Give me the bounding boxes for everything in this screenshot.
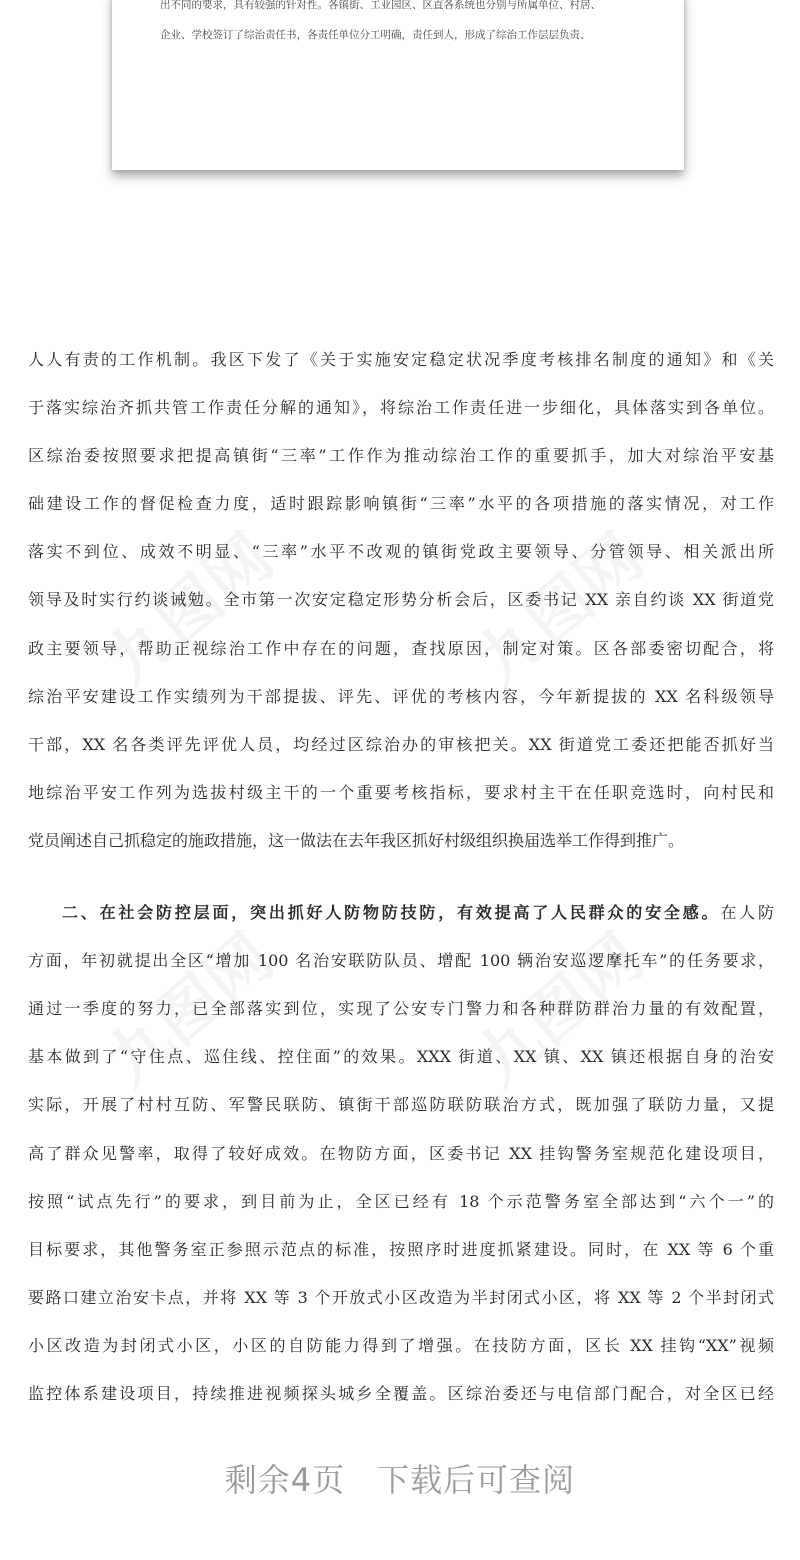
- paragraph-line: 落实不到位、成效不明显、“三率”水平不改观的镇街党政主要领导、分管领导、相关派出所: [28, 542, 774, 562]
- paragraph-line: 高了群众见警率，取得了较好成效。在物防方面，区委书记 XX 挂钩警务室规范化建设项目，: [28, 1143, 774, 1163]
- section-heading-line: [28, 889, 774, 937]
- paragraph-line: 干部，XX 名各类评先评优人员，均经过区综治办的审核把关。XX 街道党工委还把能否抓好当: [28, 734, 774, 754]
- paragraph-line: 领导及时实行约谈诫勉。全市第一次安定稳定形势分析会后，区委书记 XX 亲自约谈 XX 街道党: [28, 590, 774, 610]
- paragraph-line: 综治平安建设工作实绩列为干部提拔、评先、评优的考核内容，今年新提拔的 XX 名科级领导: [28, 686, 774, 706]
- paragraph-line: 基本做到了“守住点、巡住线、控住面”的效果。XXX 街道、XX 镇、XX 镇还根据自身的治安: [28, 1047, 774, 1067]
- preview-card-line: 出不同的要求，具有较强的针对性。各镇街、工业园区、区直各系统也分别与所属单位、村居、: [160, 0, 601, 11]
- heading-tail-text: 在人防: [720, 903, 774, 923]
- paragraph-line: 区综治委按照要求把提高镇街“三率”工作作为推动综治工作的重要抓手，加大对综治平安基: [28, 446, 774, 466]
- paragraph-line: 于落实综治齐抓共管工作责任分解的通知》，将综治工作责任进一步细化，具体落实到各单位。: [28, 398, 774, 418]
- paragraph-line: 小区改造为封闭式小区，小区的自防能力得到了增强。在技防方面，区长 XX 挂钩“XX”视频: [28, 1335, 774, 1355]
- preview-card-line: 企业、学校签订了综治责任书，各责任单位分工明确，责任到人，形成了综治工作层层负责、: [160, 29, 591, 41]
- paragraph-line: 人人有责的工作机制。我区下发了《关于实施安定稳定状况季度考核排名制度的通知》和《关: [28, 350, 774, 369]
- document-body: [28, 336, 774, 1418]
- remaining-pages-label: 剩余4页: [224, 1461, 346, 1499]
- paragraph-line: 政主要领导，帮助正视综治工作中存在的问题，查找原因，制定对策。区各部委密切配合，将: [28, 638, 774, 658]
- paragraph-line: 监控体系建设项目，持续推进视频探头城乡全覆盖。区综治委还与电信部门配合，对全区已经: [28, 1383, 774, 1403]
- preview-card-text: [160, 0, 650, 50]
- paragraph-line: 通过一季度的努力，已全部落实到位，实现了公安专门警力和各种群防群治力量的有效配置，: [28, 999, 774, 1019]
- paragraph-line: 按照“试点先行”的要求，到目前为止，全区已经有 18 个示范警务室全部达到“六个一”的: [28, 1191, 774, 1211]
- preview-page-card: [112, 0, 684, 170]
- paragraph-line: 础建设工作的督促检查力度，适时跟踪影响镇街“三率”水平的各项措施的落实情况，对工作: [28, 494, 774, 514]
- paragraph-line: 目标要求，其他警务室正参照示范点的标准，按照序时进度抓紧建设。同时，在 XX 等 6 个重: [28, 1239, 774, 1259]
- paragraph-line: 实际，开展了村村互防、军警民联防、镇街干部巡防联防联治方式，既加强了联防力量，又提: [28, 1095, 774, 1115]
- paragraph-line: 党员阐述自己抓稳定的施政措施，这一做法在去年我区抓好村级组织换届选举工作得到推广。: [28, 830, 685, 850]
- paragraph-line: 要路口建立治安卡点，并将 XX 等 3 个开放式小区改造为半封闭式小区，将 XX 等 2 个半封闭式: [28, 1287, 774, 1307]
- download-to-view-label[interactable]: 下载后可查阅: [377, 1461, 576, 1499]
- section-heading: 二、在社会防控层面，突出抓好人防物防技防，有效提高了人民群众的安全感。: [62, 903, 721, 923]
- paragraph-line: 地综治平安工作列为选拔村级主干的一个重要考核指标，要求村主干在任职竞选时，向村民和: [28, 782, 774, 802]
- paragraph-line: 方面，年初就提出全区“增加 100 名治安联防队员、增配 100 辆治安巡逻摩托车”的任务要求，: [28, 951, 774, 971]
- download-prompt-banner[interactable]: [0, 1455, 800, 1501]
